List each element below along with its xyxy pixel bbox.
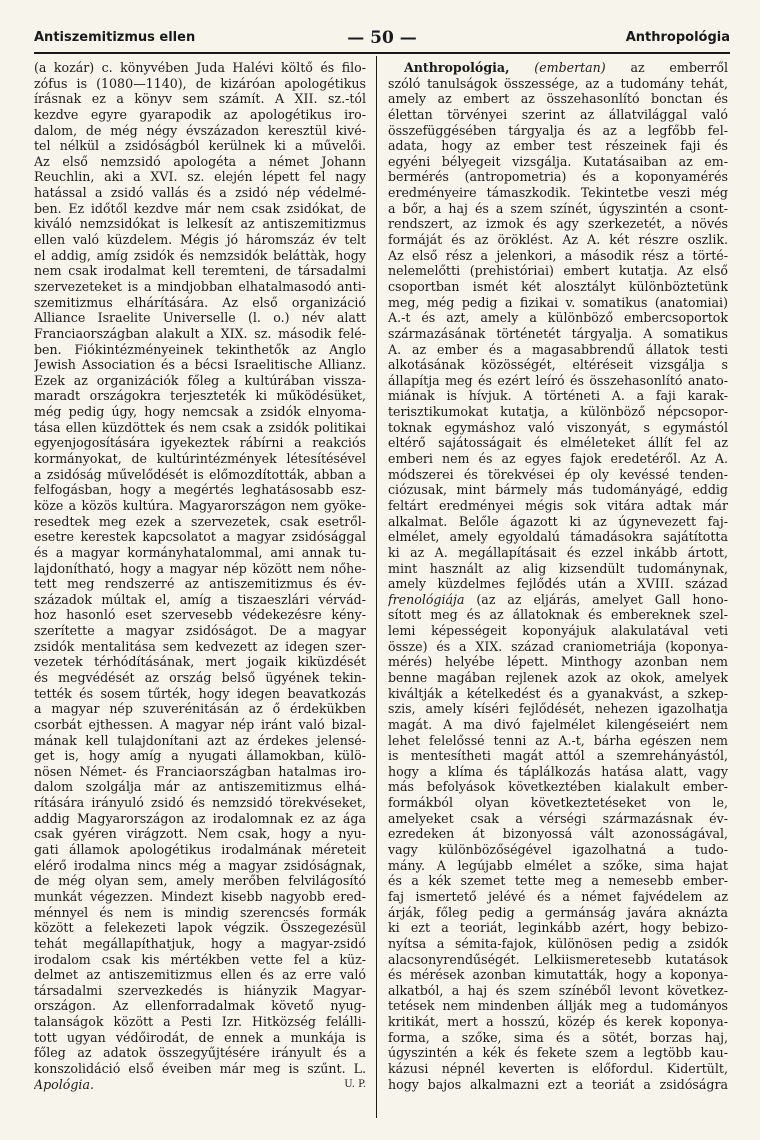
text-line: lemi képességeit koponyájuk alakulatával veti [388,623,728,639]
text-line: vagy különbözőségével igazolhatná a tudo- [388,842,728,858]
text-line: alkotásának közösségét, eltéréseit vizsgálja s [388,357,728,373]
text-line: hogy a klíma és táplálkozás hatása alatt, vagy [388,763,728,779]
header-left-title: Antiszemitizmus ellen [34,30,196,45]
text-line: ciózusak, mint bármely más tudományágé, eddig [388,482,728,498]
text-line: kázusi népnél keverten is előfordul. Kidertült, [388,1061,728,1076]
text-line: sított meg és az állatoknak és embereknek szel- [388,607,728,623]
text-line: hoz hasonló eset szervesebb védekezésre kény- [34,607,366,623]
text-line: főleg az adatok összegyűjtésére irányult és a [34,1045,366,1061]
text-line: és mérések azonban kimutatták, hogy a koponya- [388,967,728,983]
closing-line [34,1077,366,1093]
column-divider [376,56,377,1118]
text-line: egyéni bélyegeit vizsgálja. Kutatásaiban az em- [388,153,728,169]
text-line: köze a közös kultúra. Magyarországon nem gyöke- [34,497,366,513]
text-line: származásának történetét tárgyalja. A somatikus [388,325,728,341]
text-line: Ezek az organizációk főleg a kultúrában vissza- [34,372,366,388]
text-line: Reuchlin, aki a XVI. sz. elején lépett fel nagy [34,169,366,185]
left-column [34,60,366,1092]
text-line: tetések nem mindenben állják meg a tudományos [388,998,728,1014]
text-line: magát. A ma divó fajelmélet kilengéseiért nem [388,716,728,732]
text-line: ben. Ez időtől kezdve már nem csak zsidókat, de [34,200,366,216]
text-line: faj ismertető jelévé és a német fajvédelem az [388,888,728,904]
text-line: miának is hívjuk. A történeti A. a faji karak- [388,388,728,404]
text-line: toknak egymáshoz való viszonyát, s egymástól [388,419,728,435]
text-line: eredményeire támaszkodik. Tekintetbe veszi még [388,185,728,201]
text-line: maradt országokra terjeszteték ki működésüket, [34,388,366,404]
text-line: kiváltják a kételkedést és a gyanakvást, a szkep- [388,685,728,701]
text-line: tott ugyan védőirodát, de ennek a munkája is [34,1029,366,1045]
text-line: csorbát ejthessen. A magyar nép iránt való bizal- [34,716,366,732]
text-line: mának kell tulajdonítani azt az érdekes jelensé- [34,732,366,748]
text-line: összefüggésében tárgyalja és az a legfőbb fel- [388,122,728,138]
author-signature: U. P. [344,1078,366,1090]
text-line: A.-t és azt, amely a különböző embercsoportok [388,310,728,326]
text-line: addig Magyarországon az irodalomnak ez az ága [34,810,366,826]
text-line: dalom, de még négy évszázadon keresztül kivé- [34,122,366,138]
entry-term: Anthropológia, [404,60,510,75]
text-line: ben. Fiókintézményeinek tekinthetők az Anglo [34,341,366,357]
text-line: elérő irodalma nincs még a magyar zsidóságnak, [34,857,366,873]
text-line: ezredeken át bizonyossá vált azonosságával, [388,826,728,842]
text-line: zófus is (1080—1140), de kizáróan apologétikus [34,75,366,91]
text-line: bermérés (antropometria) és a koponyamérés [388,169,728,185]
text-line: tett meg rendszerré az antiszemitizmus és év- [34,576,366,592]
text-line: Franciaországban alakult a XIX. sz. második felé- [34,325,366,341]
text-line: és a kék szemet tette meg a nemesebb ember- [388,873,728,889]
text-line: Alliance Israelite Universelle (l. o.) név alatt [34,310,366,326]
right-column [388,60,728,1092]
text-line: munkát végezzen. Mindezt kisebb nagyobb ered- [34,888,366,904]
text-line: meg, még pedig a fizikai v. somatikus (anatomiai) [388,294,728,310]
text-line: össze) és a XIX. század craniometriája (koponya- [388,638,728,654]
text-line: benne magában rejlenek azok az okok, amelyek [388,669,728,685]
text-line: tehát megállapíthatjuk, hogy a magyar-zsidó [34,935,366,951]
text-line: szerítette a magyar zsidóságot. De a magyar [34,623,366,639]
text-line: nösen Német- és Franciaországban hatalmas iro- [34,763,366,779]
text-line: szis, amely kíséri fejlődését, nehezen igazolhatja [388,701,728,717]
text-line: alacsonyrendűségét. Lelkiismeretesebb kutatások [388,951,728,967]
text-line: kiváló nemzsidókat is lelkesít az antiszemitizmus [34,216,366,232]
entry-gloss: (embertan) [534,60,606,75]
text-line: is mentesítheti magát attól a szemrehányástól, [388,748,728,764]
text-line: delmet az antiszemitizmus ellen és az erre való [34,967,366,983]
italic-term: frenológiája [388,591,465,607]
text-line: társadalmi szervezkedés is hiányzik Magyar- [34,982,366,998]
text-line: eltérő sajátosságait és elméleteket állít fel az [388,435,728,451]
text-line: lehet felelőssé tenni az A.-t, bárha egészen nem [388,732,728,748]
text-line: más befolyások következtében kialakult ember- [388,779,728,795]
text-line: felfogásban, hogy a megértés leghatásosabb esz- [34,482,366,498]
text-line: a zsidóság művelődését is előmozdították, abban a [34,466,366,482]
entry-headline [388,60,728,76]
text-line: amely az embert az összehasonlító bonctan és [388,91,728,107]
header-right-title: Anthropológia [625,30,730,45]
text-line: szemitizmus elhárítására. Az első organizáció [34,294,366,310]
text-line: nelemelőtti (prehistóriai) embert kutatja. Az első [388,263,728,279]
text-line: forma, a szőke, sima és a sötét, borzas haj, [388,1029,728,1045]
text-line: rendszert, az izmok és agy szerkezetét, a növés [388,216,728,232]
text-line: feltárt eredményei mégis sok vitára adtak már [388,497,728,513]
text-line: zsidók mentalitása sem kedvezett az idegen szer- [34,638,366,654]
text-line: a bőr, a haj és a szem színét, úgyszintén a csont- [388,200,728,216]
text-line: formáját és az öröklést. Az A. két részre oszlik. [388,232,728,248]
text-line: nem csak irodalmat kell teremteni, de társadalmi [34,263,366,279]
text-line: esetre kerestek kapcsolatot a magyar zsidósággal [34,529,366,545]
text-line: hatással a zsidó vallás és a zsidó nép védelmé- [34,185,366,201]
text-line: el addig, amíg zsidók és nemzsidók beláttàk, hogy [34,247,366,263]
text-line: adata, hogy az ember test részeinek faji és [388,138,728,154]
text-line: nyítsa a sémita-fajok, különösen pedig a zsidók [388,935,728,951]
page-number: — 50 — [347,28,417,48]
text-line: csak gyéren virágzott. Nem csak, hogy a nyu- [34,826,366,842]
text-line: frenológiája (az az eljárás, amelyet Gall hono- [388,591,728,607]
text-line: rítására irányuló zsidó és nemzsidó törekvéseket, [34,795,366,811]
text-line: tása ellen küzdöttek és nem csak a zsidók politikai [34,419,366,435]
text-line: ellen való küzdelem. Mégis jó háromszáz év telt [34,232,366,248]
text-line: dalom szolgálja már az antiszemitizmus elhá- [34,779,366,795]
text-line: kezdve egyre gyarapodik az apologétikus iro- [34,106,366,122]
text-line: és a magyar kormányhatalommal, ami annak tu- [34,544,366,560]
text-line: tették és sosem tűrték, hogy idegen beavatkozás [34,685,366,701]
text-line: ki ezt a teoriát, leginkább azért, hogy bebizo- [388,920,728,936]
text-line: kritikát, mert a hosszú, közép és kerek koponya- [388,1014,728,1030]
text-line: csoportban ismét két alosztályt különböztetünk [388,278,728,294]
text-line: ki az A. megállapításait és ezzel inkább ártott, [388,544,728,560]
text-line: árják, főleg pedig a germánság javára aknázta [388,904,728,920]
text-line: szóló tanulságok összessége, az a tudomány tehát, [388,75,728,91]
text-line: úgyszintén a kék és fekete szem a legtöbb kau- [388,1045,728,1061]
header-rule [34,52,730,54]
running-header [34,28,730,50]
text-line: (a kozár) c. könyvében Juda Halévi költő és filo- [34,60,366,75]
text-line: a magyar nép szuverénitásán az ő érdekükben [34,701,366,717]
text-line: vezetek térhódításának, mert jogaik kiküzdését [34,654,366,670]
text-line: irodalom csak kis mértékben vette fel a küz- [34,951,366,967]
text-line: mérés) helyébe lépett. Minthogy azonban nem [388,654,728,670]
text-line: kormányokat, de kultúrintézmények létesítésével [34,451,366,467]
text-line: formákból olyan következtetéseket von le, [388,795,728,811]
text-line: hogy bajos alkalmazni ezt a teoriát a zsidóságra [388,1076,728,1092]
entry-rest: az emberről [630,60,728,75]
text-line: elmélet, amely egyoldalú támadásokra sajátította [388,529,728,545]
text-line: konszolidáció első éveiben már meg is szűnt. L. [34,1061,366,1076]
text-line: századok múltak el, amíg a tiszaeszlári vérvád- [34,591,366,607]
text-line: resedtek meg ezek a szervezetek, csak esetről- [34,513,366,529]
text-line: mány. A legújabb elmélet a szőke, sima hajat [388,857,728,873]
text-line: lajdonítható, hogy a magyar nép között nem nőhe- [34,560,366,576]
text-line: és megvédését az ország belső ügyének tekin- [34,669,366,685]
text-line: között a felekezeti lapok végzik. Összegezésül [34,920,366,936]
text-line: alkatból, a haj és szem színéből levont következ- [388,982,728,998]
text-line: Jewish Association és a bécsi Israelitische Allianz. [34,357,366,373]
text-line: terisztikumokat kutatja, a különböző népcsopor- [388,404,728,420]
text-line: alkalmat. Belőle ágazott ki az úgynevezett faj- [388,513,728,529]
text-line: írásnak ez a könyv sem számít. A XII. sz.-tól [34,91,366,107]
text-line: egyenjogosítására igyekeztek rábírni a reakciós [34,435,366,451]
text-line: gati államok apologétikus irodalmának méreteit [34,842,366,858]
text-line: ménnyel és nem is mindig szerencsés formák [34,904,366,920]
text-line: országon. Az ellenforradalmak követő nyug- [34,998,366,1014]
text-line: tel nélkül a zsidóságból kerülnek ki a művelői. [34,138,366,154]
text-line: amely küzdelmes fejlődés után a XVIII. század [388,576,728,592]
text-line: módszerei és törekvései ép oly kevéssé tenden- [388,466,728,482]
text-line: amelyeket csak a vérségi származásnak év- [388,810,728,826]
text-line: élettan törvényei szerint az állatvilággal való [388,106,728,122]
text-line: A. az ember és a magasabbrendű állatok testi [388,341,728,357]
text-line: de még olyan sem, amely merőben felvilágosító [34,873,366,889]
text-line: mint használt az alig kizsendült tudománynak, [388,560,728,576]
text-line: még pedig úgy, hogy nemcsak a zsidók elnyoma- [34,404,366,420]
cross-reference: Apológia. [34,1076,94,1092]
text-line: emberi nem és az egyes fajok eredetéről. Az A. [388,451,728,467]
text-line: talanságok között a Pesti Izr. Hitközség felálli- [34,1014,366,1030]
text-line: Az első rész a jelenkori, a második rész a törté- [388,247,728,263]
text-line: szervezeteket is a mindjobban elhatalmasodó anti- [34,278,366,294]
text-line: állapítja meg és ezért leíró és összehasonlító anato- [388,372,728,388]
text-line: Az első nemzsidó apologéta a német Johann [34,153,366,169]
text-line: get is, hogy amíg a nyugati államokban, külö- [34,748,366,764]
